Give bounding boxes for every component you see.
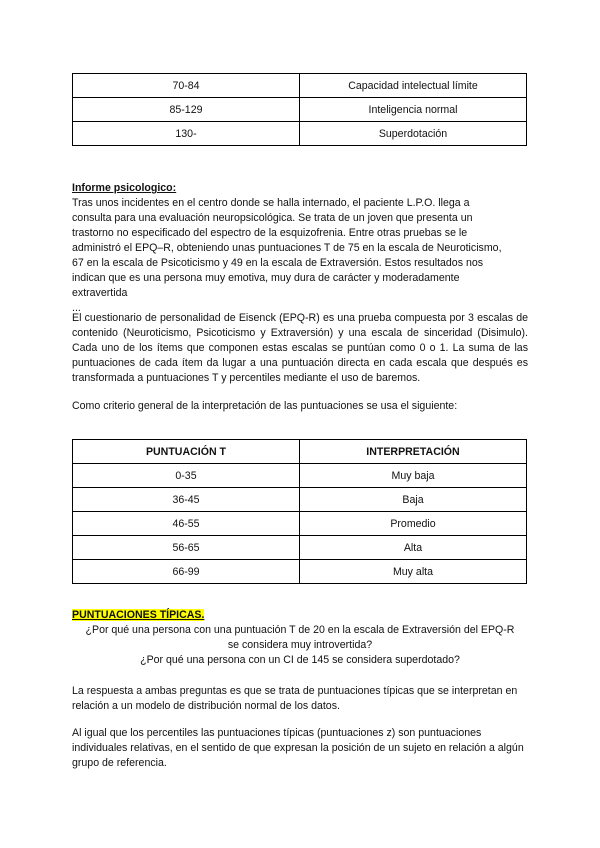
- table-row: [73, 512, 527, 536]
- table-row: [73, 122, 527, 146]
- criteria-intro: Como criterio general de la interpretación de las puntuaciones se usa el siguiente:: [72, 400, 458, 412]
- score-cell: 56-65: [73, 536, 300, 560]
- interpretation-cell: Muy alta: [300, 560, 527, 584]
- iq-range-cell: 70-84: [73, 74, 300, 98]
- iq-range-cell: 85-129: [73, 98, 300, 122]
- score-cell: 36-45: [73, 488, 300, 512]
- report-line: administró el EPQ–R, obteniendo unas puntuaciones T de 75 en la escala de Neuroticismo,: [72, 242, 502, 254]
- score-cell: 46-55: [73, 512, 300, 536]
- percentiles-paragraph: Al igual que los percentiles las puntuaciones típicas (puntuaciones z) son puntuaciones individuales relativas, en el sentido de que expresan la posición de un sujeto en relación a algún grupo de referencia.: [72, 727, 524, 769]
- report-line: trastorno no especificado del espectro de la esquizofrenia. Entre otras pruebas se le: [72, 227, 468, 239]
- interpretation-cell: Promedio: [300, 512, 527, 536]
- question-2: ¿Por qué una persona con un CI de 145 se considera superdotado?: [140, 654, 460, 666]
- answer-paragraph: La respuesta a ambas preguntas es que se trata de puntuaciones típicas que se interpretan en relación a un modelo de distribución normal de los datos.: [72, 685, 518, 712]
- iq-range-cell: 130-: [73, 122, 300, 146]
- report-ellipsis: ...: [72, 302, 81, 314]
- question-1-line-2: se considera muy introvertida?: [227, 639, 373, 651]
- table-row: [73, 74, 527, 98]
- table-row: [73, 536, 527, 560]
- table-row: [73, 464, 527, 488]
- interpretation-cell: Alta: [300, 536, 527, 560]
- score-cell: 66-99: [73, 560, 300, 584]
- interpretation-cell: Muy baja: [300, 464, 527, 488]
- typical-scores-heading: PUNTUACIONES TÍPICAS.: [72, 609, 205, 621]
- report-line: 67 en la escala de Psicoticismo y 49 en la escala de Extraversión. Estos resultados nos: [72, 257, 484, 269]
- epq-description-paragraph: El cuestionario de personalidad de Eisenck (EPQ-R) es una prueba compuesta por 3 escalas de contenido (Neuroticismo, Psicoticismo y Extraversión) y una escala de sinceridad (Disimulo). Cada uno de los ítems que componen estas escalas se puntúan como 0 o 1. La suma de las puntuaciones de cada ítem da lugar a una puntuación directa en cada escala que después es transformada a puntuaciones T y percentiles mediante el uso de baremos.: [72, 312, 528, 384]
- table-header-row: [73, 440, 527, 464]
- iq-classification-table: [72, 73, 527, 146]
- iq-label-cell: Inteligencia normal: [300, 98, 527, 122]
- table-row: [73, 488, 527, 512]
- report-heading: Informe psicologico:: [72, 182, 177, 194]
- report-line: Tras unos incidentes en el centro donde se halla internado, el paciente L.P.O. llega a: [72, 197, 470, 209]
- question-1-line-1: ¿Por qué una persona con una puntuación T de 20 en la escala de Extraversión del EPQ-R: [85, 624, 515, 636]
- report-line: extravertida: [72, 287, 128, 299]
- interpretation-cell: Baja: [300, 488, 527, 512]
- table-row: [73, 560, 527, 584]
- table-row: [73, 98, 527, 122]
- column-header-score: PUNTUACIÓN T: [73, 440, 300, 464]
- iq-label-cell: Capacidad intelectual límite: [300, 74, 527, 98]
- psych-report-section: [72, 181, 528, 316]
- iq-label-cell: Superdotación: [300, 122, 527, 146]
- score-cell: 0-35: [73, 464, 300, 488]
- report-line: consulta para una evaluación neuropsicológica. Se trata de un joven que presenta un: [72, 212, 473, 224]
- column-header-interpretation: INTERPRETACIÓN: [300, 440, 527, 464]
- report-line: indican que es una persona muy emotiva, muy dura de carácter y moderadamente: [72, 272, 460, 284]
- typical-scores-section: [72, 608, 528, 668]
- t-score-interpretation-table: [72, 439, 527, 584]
